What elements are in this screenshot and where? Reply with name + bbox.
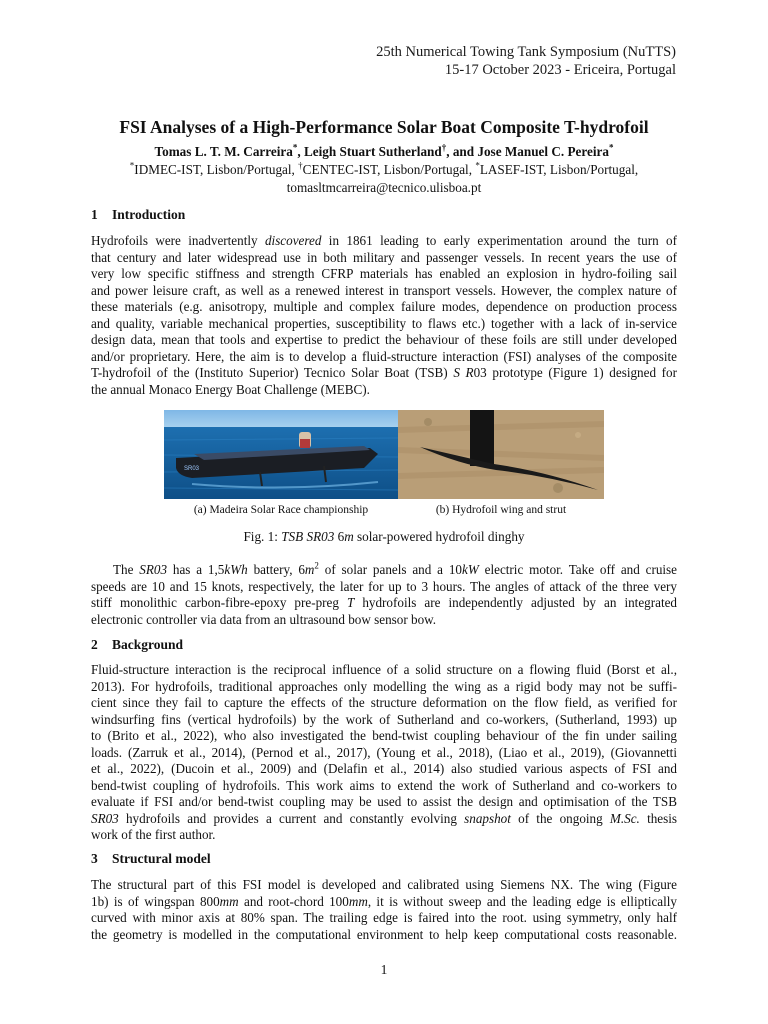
author-name: Tomas L. T. M. Carreira [154,144,293,159]
text-line: windsurfing fins (vertical hydrofoils) by the work of Sutherland and co-workers, (Sutherland, 1993) up [91,711,677,727]
text-line: loads. (Zarruk et al., 2014), (Pernod et al., 2017), (Young et al., 2018), (Liao et al., 2019), (Giovannetti [91,744,677,760]
affiliation-mark: * [292,142,298,153]
section-heading-introduction [91,207,185,223]
conference-name: 25th Numerical Towing Tank Symposium (NuTTS) [376,44,676,60]
figure-1a-caption: (a) Madeira Solar Race championship [193,504,369,516]
affiliation-mark: † [298,160,303,171]
boat-label: SR03 [184,466,200,472]
section-title: Background [112,637,184,652]
author-list [0,143,768,161]
text-line: Fluid-structure interaction is the reciprocal influence of a solid structure on a flowing fluid (Borst et al., [91,662,677,677]
text-line: cient since they fail to capture the effects of the structure deformation on the flow field, as verified for [91,695,677,710]
section-heading-background [91,637,183,653]
text-line: and quality, variable mechanical properties, susceptibility to flaws etc.) together with a lack of in-service [91,315,677,331]
text-line: curved with minor axis at 80% span. The trailing edge is faired into the root. using symmetry, only half [91,910,677,925]
conference-header [376,43,676,79]
author-email: tomasltmcarreira@tecnico.ulisboa.pt [286,180,482,195]
boat-specs-paragraph [91,562,677,628]
text-line: Hydrofoils were inadvertently discovered in 1861 leading to early experimentation around the turn of [91,233,677,248]
affiliation-mark: * [475,160,480,171]
text-line: evaluate if FSI and/or bend-twist coupling may be used to assist the design and optimisation of the TSB [91,794,677,809]
text-line: and power leisure craft, as well as a renewed interest in transport vessels. However, the complex nature of [91,282,677,298]
text-line: these materials (e.g. anisotropy, multiple and complex failure modes, dependence on production process [91,299,677,314]
structural-model-paragraph [91,877,677,943]
text-line: T-hydrofoil of the (Instituto Superior) Tecnico Solar Boat (TSB) S R03 prototype (Figure 1) designed for [91,365,677,380]
background-paragraph [91,662,677,844]
affiliation-mark: * [608,142,614,153]
text-line: electronic controller via data from an ultrasound bow sensor bow. [91,611,437,627]
affiliation-text: LASEF-IST, Lisbon/Portugal, [479,162,639,177]
section-title: Introduction [112,207,186,222]
text-line: to (Brito et al., 2022), who also investigated the bend-twist coupling behaviour of the fin under sailing [91,728,677,743]
paper-title: FSI Analyses of a High-Performance Solar Boat Composite T-hydrofoil [119,117,649,137]
text-line: design data, mean that tools and expertise to predict the behaviour of these foils are still under developed [91,332,677,347]
conference-date-location: 15-17 October 2023 - Ericeira, Portugal [444,62,676,78]
affiliation-mark: * [129,160,135,171]
author-name: , and Jose Manuel C. Pereira [446,144,609,159]
text-line: work of the first author. [91,827,216,842]
affiliations [0,161,768,179]
text-line: SR03 hydrofoils and provides a current and constantly evolving snapshot of the ongoing M.Sc. thesis [91,810,678,826]
figure-1b-caption: (b) Hydrofoil wing and strut [435,504,567,516]
section-number: 2 [91,637,98,652]
section-heading-structural-model [91,851,211,867]
text-line: The SR03 has a 1,5kWh battery, $6m^2$ of solar panels and a 10kW electric motor. Take off and cruise [113,560,678,577]
author-name: , Leigh Stuart Sutherland [297,144,442,159]
section-number: 3 [91,851,98,866]
section-number: 1 [91,207,98,222]
text-line: bend-twist coupling of hydrofoils. This work aims to extend the work of Sutherland and co-workers to [91,777,677,793]
text-line: very low specific stiffness and strength CFRP materials has enabled an explosion in hydro-foiling sail [91,266,677,281]
text-line: speeds are 10 and 15 knots, respectively, the later for up to 3 hours. The angles of attack of the three very [91,578,677,594]
introduction-paragraph [91,233,677,398]
page-number: 1 [380,962,388,977]
text-line: and/or proprietary. Here, the aim is to develop a fluid-structure interaction (FSI) analyses of the composite [91,348,677,364]
figure-1a-boat-photo [164,410,398,499]
affiliation-mark: † [441,142,447,153]
text-line: et al., 2022), (Ducoin et al., 2009) and (Delafin et al., 2014) also studied various aspects of FSI and [91,761,677,776]
text-line: that century and later widespread use in both military and passenger vessels. In recent years the use of [91,249,677,265]
section-title: Structural model [112,851,211,866]
text-line: 2013). For hydrofoils, traditional approaches only modelling the wing as a rigid body may not be suffi- [91,678,677,694]
text-line: The structural part of this FSI model is developed and calibrated using Siemens NX. The wing (Figure [91,877,677,892]
text-line: stiff monolithic carbon-fibre-epoxy pre-preg T hydrofoils are independently adjusted by an integrated [91,595,677,610]
text-line: the annual Monaco Energy Boat Challenge (MEBC). [91,381,370,397]
affiliation-text: CENTEC-IST, Lisbon/Portugal, [302,162,476,177]
text-line: 1b) is of wingspan 800mm and root-chord 100mm, it is without sweep and the leading edge is elliptically [91,893,678,909]
text-line: the geometry is modelled in the computational environment to help keep computational costs reasonable. [91,926,677,942]
affiliation-text: IDMEC-IST, Lisbon/Portugal, [134,162,299,177]
figure-1-caption: Fig. 1: TSB SR03 6m solar-powered hydrofoil dinghy [243,529,525,544]
figure-1b-hydrofoil-photo [398,410,604,499]
